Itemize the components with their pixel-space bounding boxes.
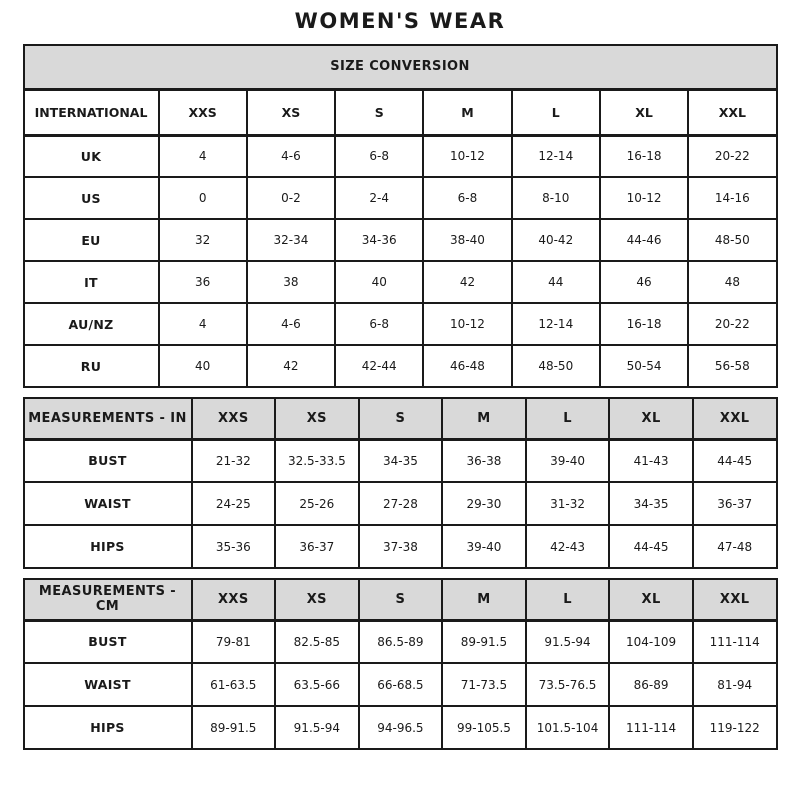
size-column-header: S xyxy=(359,579,443,620)
table-row xyxy=(24,439,777,482)
table-row xyxy=(24,177,777,219)
data-cell: 63.5-66 xyxy=(275,663,359,706)
measurements-cm-table xyxy=(23,578,778,750)
data-cell: 29-30 xyxy=(442,482,526,525)
data-cell: 48 xyxy=(688,261,776,303)
data-cell: 71-73.5 xyxy=(442,663,526,706)
data-cell: 47-48 xyxy=(693,525,777,568)
table-row xyxy=(24,303,777,345)
row-label: AU/NZ xyxy=(24,303,159,345)
row-label: UK xyxy=(24,135,159,177)
data-cell: 32-34 xyxy=(247,219,335,261)
data-cell: 10-12 xyxy=(600,177,688,219)
size-column-header: M xyxy=(442,398,526,439)
data-cell: 61-63.5 xyxy=(192,663,276,706)
data-cell: 35-36 xyxy=(192,525,276,568)
column-header-row xyxy=(24,89,777,135)
data-cell: 89-91.5 xyxy=(442,620,526,663)
data-cell: 21-32 xyxy=(192,439,276,482)
data-cell: 4 xyxy=(159,135,247,177)
row-label: HIPS xyxy=(24,706,192,749)
data-cell: 31-32 xyxy=(526,482,610,525)
data-cell: 42 xyxy=(423,261,511,303)
size-column-header: XL xyxy=(600,89,688,135)
data-cell: 42-43 xyxy=(526,525,610,568)
corner-header-cell: MEASUREMENTS - CM xyxy=(24,579,192,620)
table-row xyxy=(24,663,777,706)
table-row xyxy=(24,620,777,663)
size-column-header: S xyxy=(335,89,423,135)
data-cell: 27-28 xyxy=(359,482,443,525)
size-column-header: XS xyxy=(247,89,335,135)
data-cell: 12-14 xyxy=(512,303,600,345)
data-cell: 66-68.5 xyxy=(359,663,443,706)
data-cell: 94-96.5 xyxy=(359,706,443,749)
data-cell: 36 xyxy=(159,261,247,303)
data-cell: 38-40 xyxy=(423,219,511,261)
data-cell: 20-22 xyxy=(688,135,776,177)
row-label: IT xyxy=(24,261,159,303)
row-label: BUST xyxy=(24,620,192,663)
data-cell: 6-8 xyxy=(335,135,423,177)
data-cell: 10-12 xyxy=(423,303,511,345)
data-cell: 0-2 xyxy=(247,177,335,219)
size-column-header: XXL xyxy=(688,89,776,135)
data-cell: 44 xyxy=(512,261,600,303)
size-column-header: M xyxy=(423,89,511,135)
row-label: WAIST xyxy=(24,482,192,525)
data-cell: 48-50 xyxy=(688,219,776,261)
data-cell: 34-35 xyxy=(359,439,443,482)
column-header-row xyxy=(24,579,777,620)
size-column-header: XXS xyxy=(192,398,276,439)
data-cell: 104-109 xyxy=(609,620,693,663)
data-cell: 24-25 xyxy=(192,482,276,525)
size-column-header: XL xyxy=(609,579,693,620)
data-cell: 111-114 xyxy=(609,706,693,749)
table-row xyxy=(24,706,777,749)
data-cell: 44-45 xyxy=(609,525,693,568)
size-column-header: XXL xyxy=(693,579,777,620)
size-chart-page xyxy=(23,0,778,750)
data-cell: 6-8 xyxy=(335,303,423,345)
row-label: WAIST xyxy=(24,663,192,706)
data-cell: 10-12 xyxy=(423,135,511,177)
data-cell: 40 xyxy=(335,261,423,303)
measurements-in-table xyxy=(23,397,778,569)
data-cell: 42-44 xyxy=(335,345,423,387)
data-cell: 37-38 xyxy=(359,525,443,568)
size-column-header: M xyxy=(442,579,526,620)
size-column-header: L xyxy=(512,89,600,135)
data-cell: 42 xyxy=(247,345,335,387)
data-cell: 44-45 xyxy=(693,439,777,482)
data-cell: 14-16 xyxy=(688,177,776,219)
table-row xyxy=(24,135,777,177)
data-cell: 32.5-33.5 xyxy=(275,439,359,482)
data-cell: 25-26 xyxy=(275,482,359,525)
data-cell: 44-46 xyxy=(600,219,688,261)
data-cell: 86.5-89 xyxy=(359,620,443,663)
size-column-header: XXS xyxy=(159,89,247,135)
data-cell: 4-6 xyxy=(247,303,335,345)
data-cell: 111-114 xyxy=(693,620,777,663)
table-row xyxy=(24,482,777,525)
data-cell: 16-18 xyxy=(600,303,688,345)
data-cell: 39-40 xyxy=(442,525,526,568)
data-cell: 34-35 xyxy=(609,482,693,525)
data-cell: 40-42 xyxy=(512,219,600,261)
data-cell: 4-6 xyxy=(247,135,335,177)
data-cell: 4 xyxy=(159,303,247,345)
row-label: BUST xyxy=(24,439,192,482)
size-column-header: XL xyxy=(609,398,693,439)
row-label: HIPS xyxy=(24,525,192,568)
data-cell: 36-37 xyxy=(275,525,359,568)
size-column-header: XS xyxy=(275,579,359,620)
data-cell: 41-43 xyxy=(609,439,693,482)
table-band-row xyxy=(24,45,777,89)
page-title: WOMEN'S WEAR xyxy=(294,9,506,33)
size-column-header: XS xyxy=(275,398,359,439)
data-cell: 50-54 xyxy=(600,345,688,387)
data-cell: 73.5-76.5 xyxy=(526,663,610,706)
data-cell: 99-105.5 xyxy=(442,706,526,749)
size-column-header: L xyxy=(526,579,610,620)
size-column-header: S xyxy=(359,398,443,439)
data-cell: 20-22 xyxy=(688,303,776,345)
data-cell: 8-10 xyxy=(512,177,600,219)
data-cell: 119-122 xyxy=(693,706,777,749)
data-cell: 2-4 xyxy=(335,177,423,219)
data-cell: 56-58 xyxy=(688,345,776,387)
table-row xyxy=(24,261,777,303)
corner-header-cell: INTERNATIONAL xyxy=(24,89,159,135)
data-cell: 36-37 xyxy=(693,482,777,525)
data-cell: 48-50 xyxy=(512,345,600,387)
data-cell: 82.5-85 xyxy=(275,620,359,663)
table-band-title: SIZE CONVERSION xyxy=(24,45,777,89)
data-cell: 46 xyxy=(600,261,688,303)
data-cell: 46-48 xyxy=(423,345,511,387)
data-cell: 81-94 xyxy=(693,663,777,706)
column-header-row xyxy=(24,398,777,439)
size-column-header: L xyxy=(526,398,610,439)
data-cell: 36-38 xyxy=(442,439,526,482)
row-label: US xyxy=(24,177,159,219)
data-cell: 34-36 xyxy=(335,219,423,261)
table-row xyxy=(24,219,777,261)
table-row xyxy=(24,345,777,387)
data-cell: 101.5-104 xyxy=(526,706,610,749)
data-cell: 91.5-94 xyxy=(526,620,610,663)
row-label: RU xyxy=(24,345,159,387)
data-cell: 32 xyxy=(159,219,247,261)
data-cell: 91.5-94 xyxy=(275,706,359,749)
size-column-header: XXL xyxy=(693,398,777,439)
data-cell: 16-18 xyxy=(600,135,688,177)
data-cell: 79-81 xyxy=(192,620,276,663)
data-cell: 86-89 xyxy=(609,663,693,706)
data-cell: 12-14 xyxy=(512,135,600,177)
table-row xyxy=(24,525,777,568)
data-cell: 40 xyxy=(159,345,247,387)
data-cell: 38 xyxy=(247,261,335,303)
data-cell: 6-8 xyxy=(423,177,511,219)
size-column-header: XXS xyxy=(192,579,276,620)
data-cell: 89-91.5 xyxy=(192,706,276,749)
data-cell: 39-40 xyxy=(526,439,610,482)
size-conversion-table xyxy=(23,44,778,388)
row-label: EU xyxy=(24,219,159,261)
corner-header-cell: MEASUREMENTS - IN xyxy=(24,398,192,439)
data-cell: 0 xyxy=(159,177,247,219)
